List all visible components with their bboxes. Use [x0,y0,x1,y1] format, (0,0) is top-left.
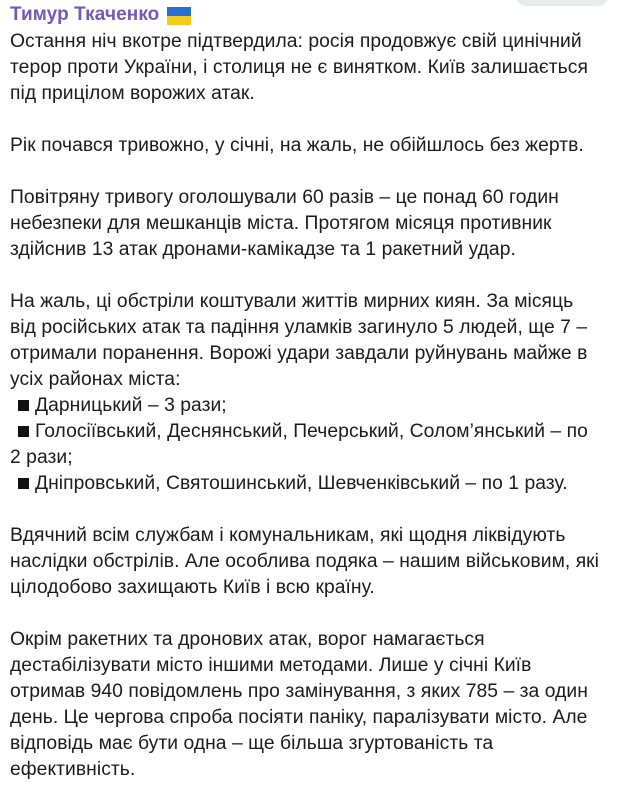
paragraph-6 [10,627,620,783]
flag-blue-stripe [167,7,191,16]
text-line: під прицілом ворожих атак. [10,83,255,104]
text-line: від російських атак та падіння уламків загинуло 5 людей, ще 7 – [10,317,588,338]
reaction-chip[interactable] [516,0,608,6]
paragraph-1 [10,29,620,107]
text-line: наслідки обстрілів. Але особлива подяка – нашим військовим, які [10,551,600,572]
author-name[interactable]: Тимур Ткаченко [10,4,160,25]
text-line: дестабілізувати місто іншими методами. Лише у січні Київ [10,655,532,676]
text-line: На жаль, ці обстріли коштували життів мирних киян. За місяць [10,291,574,312]
district-item-text: Дарницький – 3 рази; [35,395,227,416]
text-line: отримав 940 повідомлень про замінування, з яких 785 – за один [10,681,588,702]
text-line: здійснив 13 атак дронами-камікадзе та 1 ракетний удар. [10,239,516,260]
message-text [10,29,620,809]
district-item-text: Дніпровський, Святошинський, Шевченківський – по 1 разу. [35,473,568,494]
text-line: день. Це чергова спроба посіяти паніку, паралізувати місто. Але [10,707,588,728]
paragraph-4 [10,289,620,497]
district-list-item [10,393,620,419]
text-line: небезпеки для мешканців міста. Протягом місяця противник [10,213,552,234]
text-line: Окрім ракетних та дронових атак, ворог намагається [10,629,485,650]
paragraph-3 [10,185,620,263]
text-line: цілодобово захищають Київ і всю країну. [10,577,375,598]
flag-yellow-stripe [167,16,191,25]
black-square-bullet-icon [18,400,29,411]
ukraine-flag-icon [167,7,191,25]
black-square-bullet-icon [18,426,29,437]
text-line: терор проти України, і столиця не є винятком. Київ залишається [10,57,588,78]
text-line: отримали поранення. Ворожі удари завдали руйнувань майже в [10,343,588,364]
district-list-item [10,419,620,445]
text-line: ефективність. [10,759,136,780]
text-line: відповідь має бути одна – ще більша згуртованість та [10,733,494,754]
text-line: Остання ніч вкотре підтвердила: росія продовжує свій цинічний [10,31,582,52]
text-line: усіх районах міста: [10,369,181,390]
black-square-bullet-icon [18,478,29,489]
district-list-item [10,471,620,497]
text-line: Рік почався тривожно, у січні, на жаль, не обійшлось без жертв. [10,135,584,156]
text-line: Повітряну тривогу оголошували 60 разів – це понад 60 годин [10,187,559,208]
paragraph-5 [10,523,620,601]
district-item-text: Голосіївський, Деснянський, Печерський, Солом’янський – по [35,421,588,442]
author-row [10,2,191,28]
text-line: Вдячний всім службам і комунальникам, які щодня ліквідують [10,525,566,546]
paragraph-2 [10,133,620,159]
district-item-continuation: 2 рази; [10,447,73,468]
